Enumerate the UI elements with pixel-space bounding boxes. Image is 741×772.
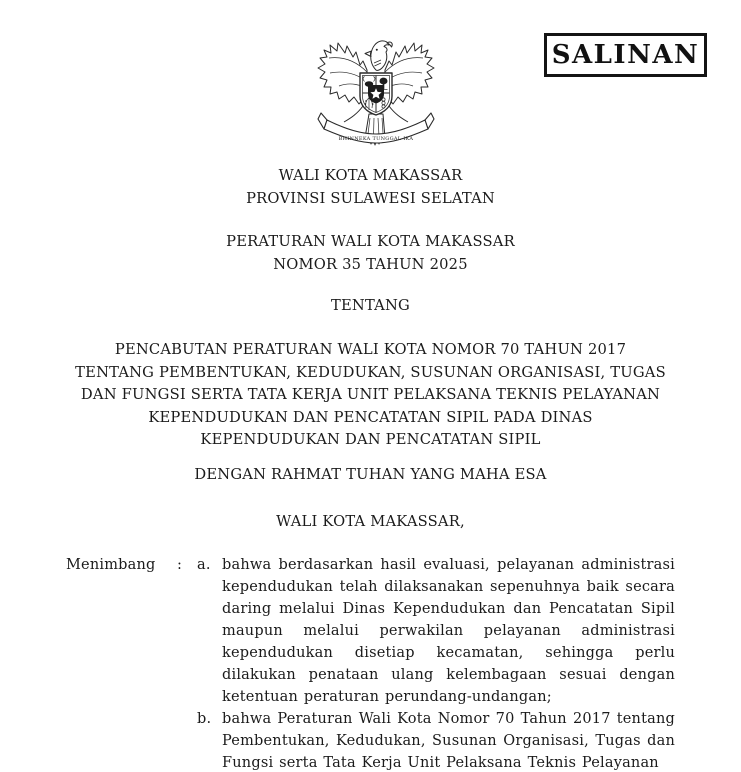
title-line: KEPENDUDUKAN DAN PENCATATAN SIPIL (200, 431, 541, 448)
letterhead-line-2: PROVINSI SULAWESI SELATAN (246, 190, 495, 207)
item-marker: b. (197, 710, 212, 727)
item-text: bahwa Peraturan Wali Kota Nomor 70 Tahun 2017 tentang Pembentukan, Kedudukan, Susunan Organisasi, Tugas dan Fungsi serta Tata Kerja Unit Pelaksana Teknis Pelayanan (222, 710, 675, 771)
item-text: bahwa berdasarkan hasil evaluasi, pelayanan administrasi kependudukan telah dilaksanakan sepenuhnya baik secara daring melalui Dinas Kependudukan dan Pencatatan Sipil maupun melalui perwakilan pelayanan administrasi kependudukan disetiap kecamatan, sehingga perlu dilakukan penataan ulang kelembagaan sesuai dengan ketentuan peraturan perundang-undangan; (222, 556, 675, 705)
title-line: DAN FUNGSI SERTA TATA KERJA UNIT PELAKSANA TEKNIS PELAYANAN (80, 386, 661, 403)
title-line: TENTANG PEMBENTUKAN, KEDUDUKAN, SUSUNAN ORGANISASI, TUGAS (75, 363, 666, 381)
considering-section (66, 554, 675, 772)
salinan-stamp (544, 33, 707, 77)
emblem-motto: BHINNEKA TUNGGAL IKA (338, 136, 414, 143)
considering-label: Menimbang (66, 556, 156, 573)
invocation-line: DENGAN RAHMAT TUHAN YANG MAHA ESA (194, 465, 547, 483)
regulation-name: PERATURAN WALI KOTA MAKASSAR (226, 233, 515, 250)
regulation-title (0, 339, 741, 452)
considering-separator: : (177, 556, 183, 573)
about-label: TENTANG (331, 297, 410, 314)
letterhead (0, 164, 741, 210)
letterhead-line-1: WALI KOTA MAKASSAR (278, 167, 463, 184)
regulation-heading (0, 230, 741, 276)
considering-items (197, 554, 675, 772)
salinan-stamp-label: SALINAN (551, 40, 700, 70)
regulation-number: NOMOR 35 TAHUN 2025 (273, 256, 468, 273)
item-marker: a. (197, 556, 211, 573)
title-line: KEPENDUDUKAN DAN PENCATATAN SIPIL PADA DINAS (148, 408, 593, 426)
garuda-pancasila-icon (317, 36, 435, 152)
considering-item-a (197, 554, 675, 708)
considering-item-b (197, 708, 675, 772)
title-line: PENCABUTAN PERATURAN WALI KOTA NOMOR 70 TAHUN 2017 (114, 341, 627, 358)
issuer-line: WALI KOTA MAKASSAR, (276, 512, 465, 530)
garuda-pancasila-emblem (317, 36, 435, 152)
